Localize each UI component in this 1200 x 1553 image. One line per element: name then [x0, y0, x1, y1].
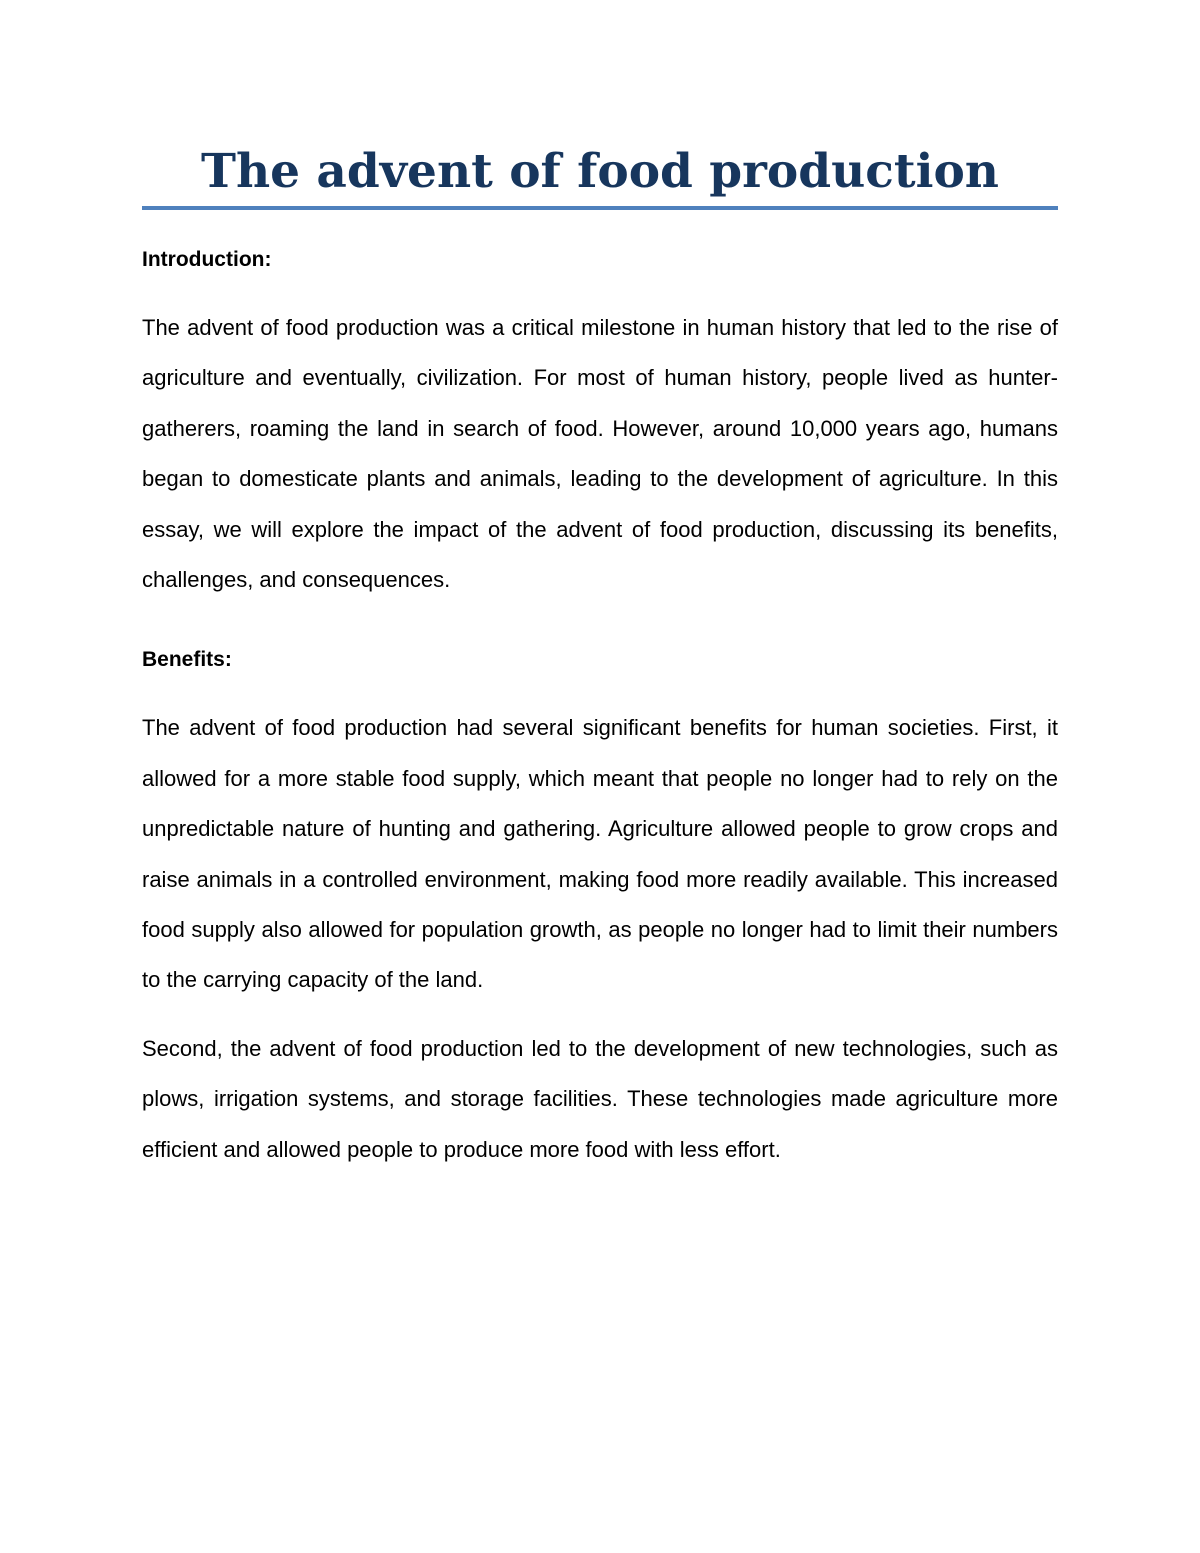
document-body [142, 140, 1058, 1175]
document-title: The advent of food production [142, 140, 1058, 210]
paragraph-introduction: The advent of food production was a critical milestone in human history that led to the rise of agriculture and eventually, civilization. For most of human history, people lived as hunter-gatherers, roaming the land in search of food. However, around 10,000 years ago, humans began to domesticate plants and animals, leading to the development of agriculture. In this essay, we will explore the impact of the advent of food production, discussing its benefits, challenges, and consequences. [142, 315, 1058, 593]
section-heading-introduction: Introduction: [142, 248, 272, 271]
section-heading-benefits: Benefits: [142, 648, 232, 672]
paragraph-benefits-first: The advent of food production had several significant benefits for human societies. First, it allowed for a more stable food supply, which meant that people no longer had to rely on the unpredictable nature of hunting and gathering. Agriculture allowed people to grow crops and raise animals in a controlled environment, making food more readily available. This increased food supply also allowed for population growth, as people no longer had to limit their numbers to the carrying capacity of the land. [142, 715, 1058, 993]
paragraph-benefits-second: Second, the advent of food production led to the development of new technologies, such as plows, irrigation systems, and storage facilities. These technologies made agriculture more efficient and allowed people to produce more food with less effort. [142, 1035, 1058, 1162]
